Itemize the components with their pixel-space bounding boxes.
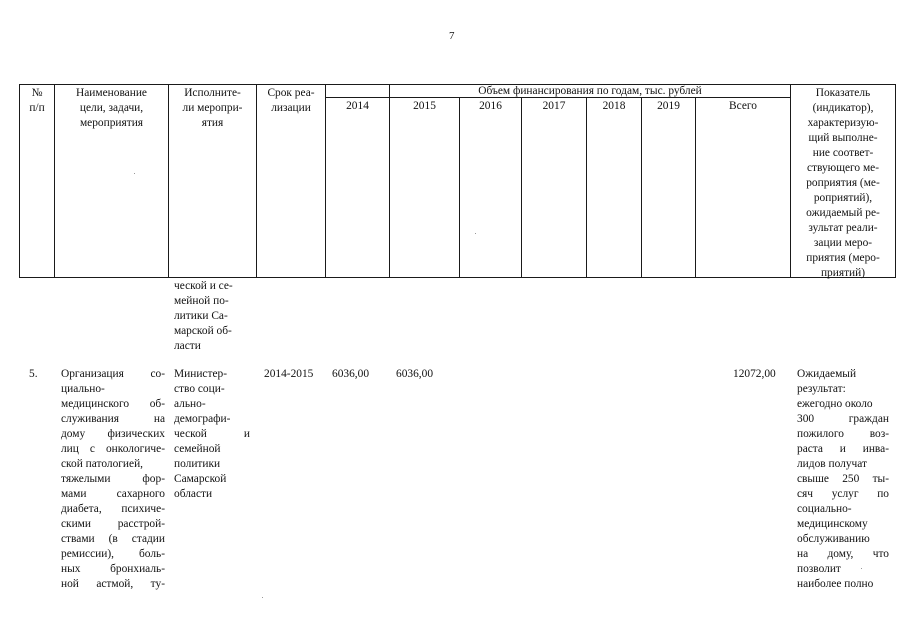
header-no: № п/п [29, 87, 45, 114]
header-year-2018: 2018 [602, 100, 626, 112]
row-indicator: Ожидаемый результат: ежегодно около 300 граждан пожилого воз- раста и инва- лидов получат свыше 250 ты- сяч услуг по социально- медицинскому обслуживанию на дому, что позволит наиболее полно [797, 368, 889, 590]
header-total: Всего [729, 100, 757, 112]
col-border [641, 97, 642, 278]
row-value-2015: 6036,00 [396, 368, 434, 380]
header-indicator: Показатель (индикатор), характеризую- щий выполне- ние соответ- ствующего ме- роприятия (ме- роприятий), ожидаемый ре- зультат реали- зации меро- приятия (меро- приятий) [806, 87, 880, 279]
header-term: Срок реа- лизации [267, 87, 315, 114]
header-year-2015: 2015 [413, 100, 436, 112]
header-year-2016: 2016 [479, 100, 502, 112]
header-year-2019: 2019 [657, 100, 680, 112]
col-border [459, 97, 460, 278]
row-executors: Министер- ство соци- ально- демографи- ческой и семейной политики Самарской области [174, 368, 250, 500]
header-year-2017: 2017 [542, 100, 566, 112]
header-name: Наименование цели, задачи, мероприятия [76, 87, 147, 129]
row-number: 5. [29, 368, 38, 380]
scan-speck [861, 568, 862, 569]
scan-speck [134, 173, 135, 174]
executor-continuation: ческой и се- мейной по- литики Са- марской об- ласти [174, 280, 233, 352]
col-border [521, 97, 522, 278]
scan-speck [262, 597, 263, 598]
row-name: Организация со- циально- медицинского об- служивания на дому физических лиц с онкологиче- ской патологией, тяжелыми фор- мами сахарного диабета, психиче- скими расстрой- ствами (в стадии ремиссии), боль- ных бронхиаль- ной астмой, ту- [61, 368, 165, 590]
header-executors: Исполните- ли меропри- ятия [182, 87, 243, 129]
header-funding-title: Объем финансирования по годам, тыс. рублей [478, 85, 702, 97]
header-bottom-border [19, 277, 896, 278]
row-term: 2014-2015 [264, 368, 314, 380]
col-border [586, 97, 587, 278]
col-border [695, 97, 696, 278]
scan-speck [475, 233, 476, 234]
col-border [895, 84, 896, 278]
row-value-2014: 6036,00 [332, 368, 370, 380]
table-header [0, 0, 905, 278]
row-total: 12072,00 [733, 368, 776, 380]
header-year-2014: 2014 [346, 100, 369, 112]
page-number: 7 [449, 30, 455, 42]
